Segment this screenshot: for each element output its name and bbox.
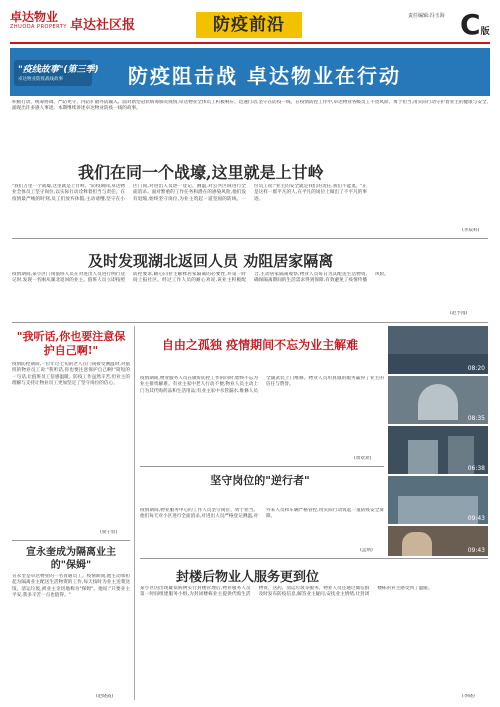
divider: [140, 558, 488, 559]
article-author: (孟炳): [360, 548, 373, 553]
divider: [12, 322, 488, 323]
article-author: (李辰科): [462, 228, 480, 233]
photo: 06:38: [388, 426, 488, 474]
banner-badge-text: "疫线故事"(第三季): [18, 65, 99, 75]
photo: 08:35: [388, 376, 488, 424]
article-title: 封楼后物业人服务更到位: [176, 570, 320, 585]
logo-en-text: ZHUODA PROPERTY: [10, 24, 67, 30]
article-body: "我们万里一个战壕,这里就是上甘岭。"防疫期间,卓达物业全体员工坚守岗位,以实际行动诠释着担当与责任。在疫情最严峻的时刻,员工们放弃休假,主动请缨,坚守在小区门岗,对进出人员逐一登记、测温,对公共区域进行全面消杀。面对繁重的工作任务和潜在的感染风险,他们没有退缩,始终坚守岗位,为业主筑起一道坚固的防线。一位员工说:"业主的安全就是我们的责任,我们不能退。"正是这样一群平凡的人,在平凡的岗位上做出了不平凡的事迹。: [12, 184, 367, 202]
article-title: 坚守岗位的"逆行者": [210, 474, 310, 487]
editor-line: 责任编辑:冯玉海: [408, 13, 445, 19]
photo: 09:43: [388, 526, 488, 556]
banner: [10, 48, 490, 96]
article-title: 自由之孤独 疫情期间不忘为业主解难: [161, 338, 359, 352]
divider: [12, 540, 130, 541]
article-title: 及时发现湖北返回人员 劝阻居家隔离: [88, 252, 334, 270]
column-rule: [134, 326, 135, 700]
article-author: (赵晓霞): [96, 694, 114, 699]
banner-badge-sub: 卓达物业防疫战线故事: [18, 77, 63, 82]
article-body: 宣永奎是卓达物业的一名普通员工。疫情期间,他主动承担起为隔离业主配送生活物资的工作,每天按时为业主送菜送饭、清运垃圾,被业主亲切地称为"保姆"。他说:"只要业主平安,我多辛苦一点也值得。": [12, 574, 130, 599]
photo: 08:20: [388, 326, 488, 374]
page-letter: C版: [460, 8, 490, 41]
article-title: "我听话,你也要注意保护自己啊!": [16, 330, 126, 357]
logo-text: 卓达物业: [10, 10, 59, 24]
section-title: 防疫前沿: [196, 12, 302, 38]
article-title: 我们在同一个战壕,这里就是上甘岭: [78, 163, 324, 182]
article-body: 疫情期间,物业服务人员在做好防控工作的同时,始终不忘为业主排忧解难。有业主家中老人行动不便,物业人员主动上门为其代购药品和生活用品;有业主家中水管漏水,维修人员全副武装上门维修。物业人员用真诚的服务赢得了业主的信任与赞誉。: [140, 376, 384, 394]
banner-title: 防疫阻击战 卓达物业在行动: [128, 64, 401, 88]
community-title: 卓达社区报: [70, 18, 136, 33]
photo: 09:43: [388, 476, 488, 524]
article-author: (梁子宸): [100, 530, 118, 535]
article-body: 疫情期间,物业服务中心的工作人员坚守岗位、勇于担当。他们每天对小区进行全面消杀,对进出人员严格登记测温,对外来人员和车辆严格管控,用实际行动筑起一道防疫安全屏障。: [140, 508, 384, 520]
article-body: 疫情期间,某小区门岗值班人员在对进出人员进行例行登记时,发现一名刚从湖北返回的业主。值班人员立即按照防控要求,耐心向业主解释居家隔离的必要性,并第一时间上报社区。经过工作人员的耐心劝说,该业主积极配合,主动居家隔离观察,物业人员每日为其配送生活物资,确保隔离期间的生活需求得到保障,有效避免了疫情传播风险。: [12, 272, 389, 284]
article-author: (李晓): [462, 694, 475, 699]
article-title: 宣永奎成为隔离业主的"保姆": [26, 547, 116, 571]
article-body: 某小区因出现疑似病例实行封楼管理后,物业服务人员第一时间组建服务小组,为封闭楼栋业主提供代购生活物资、送药、清运垃圾等服务。物业人员还通过微信群及时发布防疫信息,解答业主疑问,安抚业主情绪,让封闭楼栋的业主感受到了温暖。: [140, 586, 433, 598]
header-rule: [10, 42, 490, 44]
article-author: (周欢欢): [354, 456, 372, 461]
divider: [12, 238, 488, 239]
article-author: (赵予漫): [450, 311, 468, 316]
lead-paragraph: 积极行动、统筹协调、严防死守、内防扩散外防输入。面对新型冠状病毒肺炎疫情,卓达物业全体员工积极响应、迅速行动,坚守在防疫一线。在疫情防控工作中,卓达物业各级员工不畏风险、勇于担当,用实际行动守护着业主的健康与安全,涌现出许多感人事迹。本期继续讲述卓达物业防疫一线的故事。: [12, 100, 488, 112]
divider: [140, 466, 384, 467]
article-body: 疫情防控期间,一位年过七旬的老人在门岗接受测温时,对值班的物业员工说:"我听话,你也要注意保护自己啊!"简短的一句话,让值班员工倍感温暖。防疫工作虽然辛苦,但业主的理解与支持让物业员工更加坚定了坚守岗位的信心。: [12, 362, 130, 387]
